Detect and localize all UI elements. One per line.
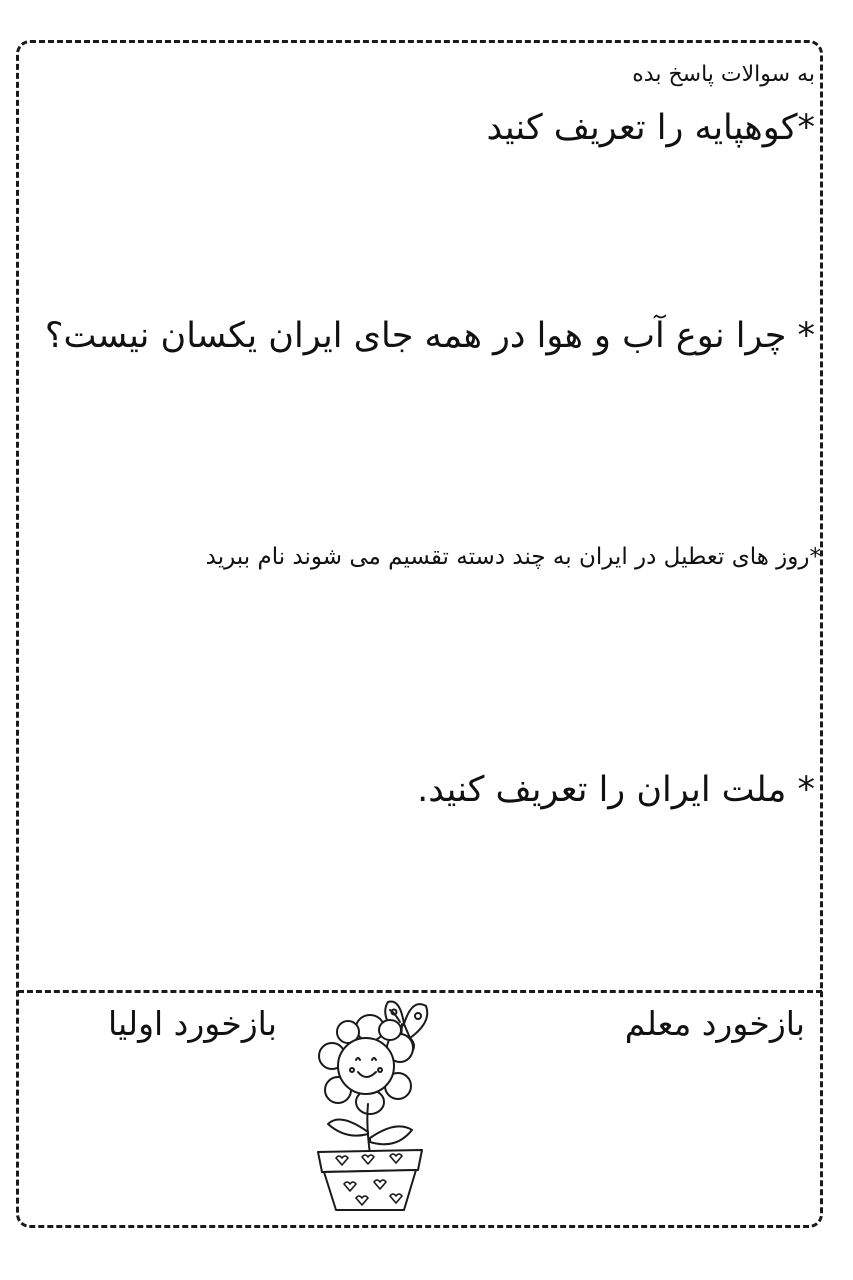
parents-feedback-label: بازخورد اولیا [108,1004,277,1043]
flower-pot-with-butterfly-icon [300,994,440,1214]
instruction-text: به سوالات پاسخ بده [632,62,815,87]
question-1: *کوهپایه را تعریف کنید [486,108,815,148]
feedback-divider [18,990,822,993]
teacher-feedback-label: بازخورد معلم [624,1004,805,1043]
question-3: *روز های تعطیل در ایران به چند دسته تقسیم می شوند نام ببرید [205,544,821,570]
question-2: * چرا نوع آب و هوا در همه جای ایران یکسان نیست؟ [44,316,815,356]
question-4: * ملت ایران را تعریف کنید. [417,770,815,810]
